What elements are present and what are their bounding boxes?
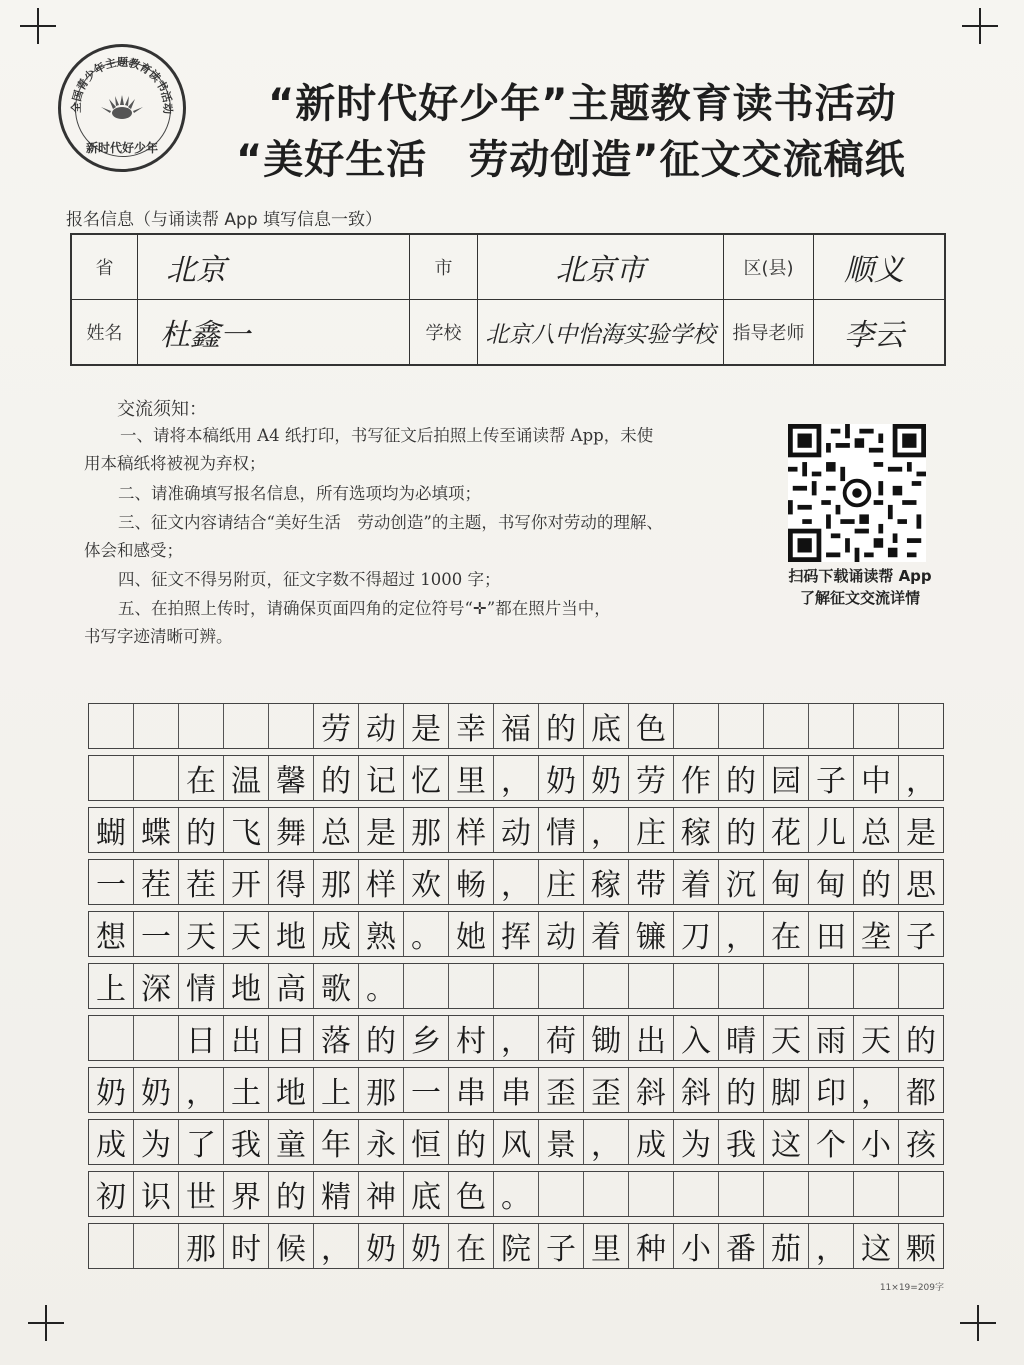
essay-grid-cell: 斜	[629, 1068, 674, 1112]
essay-grid-cell: 天	[179, 912, 224, 956]
essay-grid-cell	[719, 704, 764, 748]
essay-grid-cell	[539, 1172, 584, 1216]
essay-grid-cell	[89, 756, 134, 800]
essay-grid-cell: 记	[359, 756, 404, 800]
essay-grid-cell	[134, 756, 179, 800]
essay-grid-cell: 劳	[314, 704, 359, 748]
essay-grid-cell: ，	[494, 860, 539, 904]
essay-grid-cell: 子	[539, 1224, 584, 1268]
teacher-label: 指导老师	[732, 323, 805, 344]
registration-row-person	[72, 300, 944, 364]
essay-grid-cell	[674, 1172, 719, 1216]
essay-grid-cell: 样	[359, 860, 404, 904]
essay-grid-cell: 奶	[89, 1068, 134, 1112]
essay-grid-cell	[899, 1172, 943, 1216]
essay-grid-cell	[764, 704, 809, 748]
essay-grid-cell: 温	[224, 756, 269, 800]
essay-grid-cell: 乡	[404, 1016, 449, 1060]
essay-grid-cell: 脚	[764, 1068, 809, 1112]
essay-grid-cell: 。	[494, 1172, 539, 1216]
essay-grid-cell: 晴	[719, 1016, 764, 1060]
essay-grid-cell: 上	[89, 964, 134, 1008]
essay-grid-cell: 幸	[449, 704, 494, 748]
essay-grid-cell	[89, 704, 134, 748]
essay-grid-cell: 了	[179, 1120, 224, 1164]
essay-grid-cell	[719, 1172, 764, 1216]
essay-grid-cell: 地	[224, 964, 269, 1008]
city-value: 北京市	[555, 253, 646, 288]
essay-grid-cell: 总	[854, 808, 899, 852]
essay-grid-cell: 儿	[809, 808, 854, 852]
essay-grid-cell	[854, 964, 899, 1008]
essay-grid-cell: 着	[674, 860, 719, 904]
essay-grid-cell: 一	[404, 1068, 449, 1112]
province-value: 北京	[166, 253, 226, 288]
essay-grid-cell: 颗	[906, 1232, 936, 1267]
notice-item-3b: 体会和感受；	[84, 541, 183, 560]
essay-grid-cell	[674, 704, 719, 748]
essay-grid-cell: 这	[764, 1120, 809, 1164]
qr-code-icon[interactable]	[788, 424, 926, 562]
essay-grid-cell: 带	[629, 860, 674, 904]
essay-grid-cell: 垄	[854, 912, 899, 956]
essay-grid-cell: 天	[224, 912, 269, 956]
essay-grid-cell: 上	[314, 1068, 359, 1112]
essay-grid-cell: 的	[449, 1120, 494, 1164]
notice-item-1a: 一、请将本稿纸用 A4 纸打印，书写征文后拍照上传至诵读帮 App，未使	[120, 426, 654, 445]
essay-grid-cell	[89, 1016, 134, 1060]
essay-grid-row	[88, 859, 944, 905]
essay-grid-cell: 永	[359, 1120, 404, 1164]
essay-grid-row	[88, 755, 944, 801]
registration-mark-bottom-right	[960, 1305, 996, 1341]
notice-item-3a: 三、征文内容请结合“美好生活 劳动创造”的主题，书写你对劳动的理解、	[118, 513, 663, 532]
essay-grid-cell: 精	[314, 1172, 359, 1216]
essay-grid-cell	[764, 1172, 809, 1216]
essay-grid-cell: 着	[584, 912, 629, 956]
district-value: 顺义	[844, 253, 904, 288]
essay-grid-cell: 底	[404, 1172, 449, 1216]
essay-grid-cell: 识	[134, 1172, 179, 1216]
essay-grid-cell: 的	[719, 756, 764, 800]
essay-grid-cell: 出	[629, 1016, 674, 1060]
essay-grid-cell	[809, 1172, 854, 1216]
essay-grid-cell: 那	[179, 1224, 224, 1268]
registration-table	[70, 233, 946, 366]
essay-grid-cell: 稼	[584, 860, 629, 904]
essay-grid-cell	[494, 964, 539, 1008]
title-line-2: “美好生活 劳动创造”征文交流稿纸	[236, 137, 906, 183]
essay-grid-cell: 奶	[404, 1224, 449, 1268]
essay-grid-cell: 子	[809, 756, 854, 800]
qr-caption-2: 了解征文交流详情	[799, 589, 920, 607]
essay-grid-cell: 个	[809, 1120, 854, 1164]
essay-grid-cell: 成	[314, 912, 359, 956]
essay-grid-cell: 思	[906, 868, 936, 903]
essay-grid-cell: 开	[224, 860, 269, 904]
essay-grid-cell: 的	[719, 808, 764, 852]
essay-grid-cell	[809, 964, 854, 1008]
essay-grid-cell: 印	[809, 1068, 854, 1112]
essay-grid-cell: 在	[764, 912, 809, 956]
essay-grid-cell	[854, 704, 899, 748]
essay-grid-cell: 花	[764, 808, 809, 852]
essay-grid-cell: 奶	[584, 756, 629, 800]
essay-grid-cell: 稼	[674, 808, 719, 852]
essay-grid-cell: 时	[224, 1224, 269, 1268]
essay-grid-cell: ，	[854, 1068, 899, 1112]
essay-grid-cell: 院	[494, 1224, 539, 1268]
essay-grid-cell	[584, 964, 629, 1008]
essay-grid-cell: 种	[629, 1224, 674, 1268]
essay-grid-cell: 飞	[224, 808, 269, 852]
essay-grid-cell	[764, 964, 809, 1008]
essay-grid-cell: 小	[854, 1120, 899, 1164]
essay-grid-cell: 成	[89, 1120, 134, 1164]
grid-count-label: 11×19=209字	[879, 1283, 944, 1293]
essay-grid-cell: 初	[89, 1172, 134, 1216]
essay-grid-cell: 界	[224, 1172, 269, 1216]
registration-mark-top-right	[962, 8, 998, 44]
essay-grid-cell: 的	[854, 860, 899, 904]
essay-grid-cell: 沉	[719, 860, 764, 904]
essay-grid-cell: 是	[906, 816, 936, 851]
essay-grid-cell: 景	[539, 1120, 584, 1164]
registration-info-label: 报名信息（与诵读帮 App 填写信息一致）	[66, 210, 383, 230]
essay-grid-row	[88, 1171, 944, 1217]
essay-grid-cell: 的	[359, 1016, 404, 1060]
essay-grid-cell: 的	[539, 704, 584, 748]
essay-grid-cell: ，	[494, 756, 539, 800]
essay-grid-cell: 的	[719, 1068, 764, 1112]
essay-grid-cell: 畅	[449, 860, 494, 904]
essay-grid-cell: 风	[494, 1120, 539, 1164]
essay-grid-row	[88, 1223, 944, 1269]
essay-grid-cell: 歪	[539, 1068, 584, 1112]
essay-grid-cell: 色	[629, 704, 674, 748]
essay-grid-cell: 土	[224, 1068, 269, 1112]
essay-grid-cell: 色	[449, 1172, 494, 1216]
essay-grid-cell: 蝴	[89, 808, 134, 852]
essay-grid-cell: 锄	[584, 1016, 629, 1060]
essay-grid-cell: 劳	[629, 756, 674, 800]
essay-grid-cell	[629, 1172, 674, 1216]
essay-grid-cell: 我	[719, 1120, 764, 1164]
essay-grid-cell	[584, 1172, 629, 1216]
registration-mark-bottom-left	[28, 1305, 64, 1341]
essay-grid-cell: 一	[134, 912, 179, 956]
essay-grid-cell: 熟	[359, 912, 404, 956]
essay-grid-cell: 挥	[494, 912, 539, 956]
essay-grid-cell	[134, 1016, 179, 1060]
essay-grid-cell: 蝶	[134, 808, 179, 852]
essay-grid-cell: 为	[674, 1120, 719, 1164]
essay-grid-cell: 地	[269, 912, 314, 956]
essay-grid-cell	[134, 1224, 179, 1268]
essay-grid-cell: 奶	[539, 756, 584, 800]
essay-grid-cell: 在	[449, 1224, 494, 1268]
essay-grid-cell: 孩	[906, 1128, 936, 1163]
essay-grid-cell	[134, 704, 179, 748]
essay-grid-cell: 情	[539, 808, 584, 852]
essay-grid-cell: 在	[179, 756, 224, 800]
seal-bottom-text: 新时代好少年	[85, 141, 158, 155]
essay-grid-cell: 天	[854, 1016, 899, 1060]
essay-grid-cell: 动	[494, 808, 539, 852]
teacher-value: 李云	[844, 318, 904, 353]
essay-grid-cell: 日	[269, 1016, 314, 1060]
essay-grid-cell: ，	[719, 912, 764, 956]
essay-grid-cell	[89, 1224, 134, 1268]
essay-grid-row	[88, 963, 944, 1009]
name-label: 姓名	[86, 323, 123, 344]
essay-grid-cell: 番	[719, 1224, 764, 1268]
essay-grid-cell: 地	[269, 1068, 314, 1112]
essay-grid-cell: 恒	[404, 1120, 449, 1164]
essay-grid-cell: 那	[404, 808, 449, 852]
city-label: 市	[434, 258, 453, 279]
essay-grid-cell	[899, 964, 943, 1008]
essay-grid-cell	[179, 704, 224, 748]
essay-grid-cell: 年	[314, 1120, 359, 1164]
essay-grid-cell: 庄	[629, 808, 674, 852]
name-value: 杜鑫一	[160, 318, 250, 353]
notice-item-5a: 五、在拍照上传时，请确保页面四角的定位符号“✛”都在照片当中，	[118, 599, 611, 618]
essay-grid-cell: 斜	[674, 1068, 719, 1112]
essay-grid-cell: 的	[179, 808, 224, 852]
essay-grid-cell: 候	[269, 1224, 314, 1268]
essay-grid-cell: 世	[179, 1172, 224, 1216]
essay-grid-row	[88, 1015, 944, 1061]
essay-grid-cell: 田	[809, 912, 854, 956]
essay-grid-cell: 福	[494, 704, 539, 748]
essay-grid-cell: 样	[449, 808, 494, 852]
essay-grid-cell: 歪	[584, 1068, 629, 1112]
essay-grid-cell: 的	[269, 1172, 314, 1216]
essay-grid-cell: 她	[449, 912, 494, 956]
essay-grid-cell: 歌	[314, 964, 359, 1008]
essay-grid-cell: 动	[359, 704, 404, 748]
essay-grid-cell: 想	[89, 912, 134, 956]
essay-grid-cell: 子	[906, 920, 936, 955]
essay-grid-cell: 园	[764, 756, 809, 800]
essay-grid-cell: 神	[359, 1172, 404, 1216]
essay-grid-cell: 中	[854, 756, 899, 800]
essay-grid-cell	[854, 1172, 899, 1216]
essay-grid-cell: 童	[269, 1120, 314, 1164]
essay-grid-cell: 村	[449, 1016, 494, 1060]
essay-grid-cell: 馨	[269, 756, 314, 800]
essay-grid-cell: 荷	[539, 1016, 584, 1060]
essay-grid-row	[88, 703, 944, 749]
essay-grid-cell	[449, 964, 494, 1008]
essay-grid-cell: 是	[359, 808, 404, 852]
essay-grid-cell: ，	[584, 1120, 629, 1164]
essay-grid-cell: 那	[359, 1068, 404, 1112]
essay-grid-cell: 动	[539, 912, 584, 956]
essay-grid-cell: 。	[359, 964, 404, 1008]
essay-grid-cell: 里	[449, 756, 494, 800]
essay-grid-cell: 都	[906, 1076, 936, 1111]
essay-grid-cell: 为	[134, 1120, 179, 1164]
essay-grid-cell: 的	[314, 756, 359, 800]
essay-grid-cell: 总	[314, 808, 359, 852]
essay-grid-cell: 那	[314, 860, 359, 904]
essay-grid-cell: 这	[854, 1224, 899, 1268]
essay-grid-cell: 我	[224, 1120, 269, 1164]
essay-grid-cell: 作	[674, 756, 719, 800]
essay-grid-cell: 奶	[359, 1224, 404, 1268]
notice-item-1b: 用本稿纸将被视为弃权；	[84, 454, 266, 473]
essay-grid-cell: ，	[584, 808, 629, 852]
essay-grid-cell: 是	[404, 704, 449, 748]
essay-grid-row	[88, 807, 944, 853]
essay-grid-cell: 的	[906, 1024, 936, 1059]
essay-grid-cell: 刀	[674, 912, 719, 956]
essay-grid-cell: 一	[89, 860, 134, 904]
essay-grid-cell: 茄	[764, 1224, 809, 1268]
notice-title: 交流须知：	[117, 399, 207, 420]
essay-grid-cell: 甸	[764, 860, 809, 904]
essay-grid-cell: 甸	[809, 860, 854, 904]
district-label: 区(县)	[743, 258, 794, 279]
essay-grid-cell: 情	[179, 964, 224, 1008]
essay-grid-cell	[404, 964, 449, 1008]
essay-grid-cell: 串	[494, 1068, 539, 1112]
registration-mark-top-left	[20, 8, 56, 44]
essay-grid-cell: 串	[449, 1068, 494, 1112]
essay-grid-cell: 得	[269, 860, 314, 904]
essay-grid-cell: 茬	[179, 860, 224, 904]
registration-row-location	[72, 235, 944, 300]
notice-item-4: 四、征文不得另附页，征文字数不得超过 1000 字；	[118, 570, 501, 589]
essay-grid-cell: 忆	[404, 756, 449, 800]
essay-grid-cell: 庄	[539, 860, 584, 904]
essay-grid-cell	[539, 964, 584, 1008]
essay-grid-cell: 天	[764, 1016, 809, 1060]
notice-item-2: 二、请准确填写报名信息，所有选项均为必填项；	[118, 484, 481, 503]
qr-caption-1: 扫码下载诵读帮 App	[788, 567, 932, 585]
essay-grid-cell: 。	[404, 912, 449, 956]
essay-grid-cell: 欢	[404, 860, 449, 904]
notice-item-5b: 书写字迹清晰可辨。	[84, 627, 233, 646]
essay-grid-cell: ，	[494, 1016, 539, 1060]
essay-grid-cell	[899, 704, 943, 748]
essay-grid-row	[88, 1067, 944, 1113]
essay-grid-cell: 成	[629, 1120, 674, 1164]
essay-grid-cell: 镰	[629, 912, 674, 956]
essay-grid-cell: 里	[584, 1224, 629, 1268]
essay-grid-cell: 深	[134, 964, 179, 1008]
essay-grid-cell	[269, 704, 314, 748]
essay-grid-cell: 舞	[269, 808, 314, 852]
activity-seal-logo	[58, 44, 186, 172]
essay-grid-cell: 茬	[134, 860, 179, 904]
seal-ring-text: 全国青少年主题教育读书活动	[69, 55, 175, 115]
essay-grid-cell	[674, 964, 719, 1008]
essay-grid-cell: ，	[809, 1224, 854, 1268]
essay-grid-cell: ，	[179, 1068, 224, 1112]
essay-grid-cell	[629, 964, 674, 1008]
essay-grid-row	[88, 911, 944, 957]
essay-grid-cell	[809, 704, 854, 748]
essay-grid-cell: 日	[179, 1016, 224, 1060]
essay-grid-cell: 落	[314, 1016, 359, 1060]
essay-grid-cell: 入	[674, 1016, 719, 1060]
essay-grid-cell: 底	[584, 704, 629, 748]
essay-grid-cell: 雨	[809, 1016, 854, 1060]
essay-grid-cell: 出	[224, 1016, 269, 1060]
essay-grid-cell: 高	[269, 964, 314, 1008]
essay-grid-cell: 奶	[134, 1068, 179, 1112]
essay-grid-cell	[224, 704, 269, 748]
essay-grid-cell	[719, 964, 764, 1008]
school-value: 北京八中怡海实验学校	[485, 321, 716, 348]
essay-grid-cell: ，	[906, 764, 936, 799]
essay-grid-cell: ，	[314, 1224, 359, 1268]
title-line-1: “新时代好少年”主题教育读书活动	[268, 81, 897, 127]
sunflower-icon	[97, 91, 147, 121]
essay-grid-cell: 小	[674, 1224, 719, 1268]
province-label: 省	[95, 258, 114, 279]
essay-grid-row	[88, 1119, 944, 1165]
school-label: 学校	[425, 323, 462, 344]
